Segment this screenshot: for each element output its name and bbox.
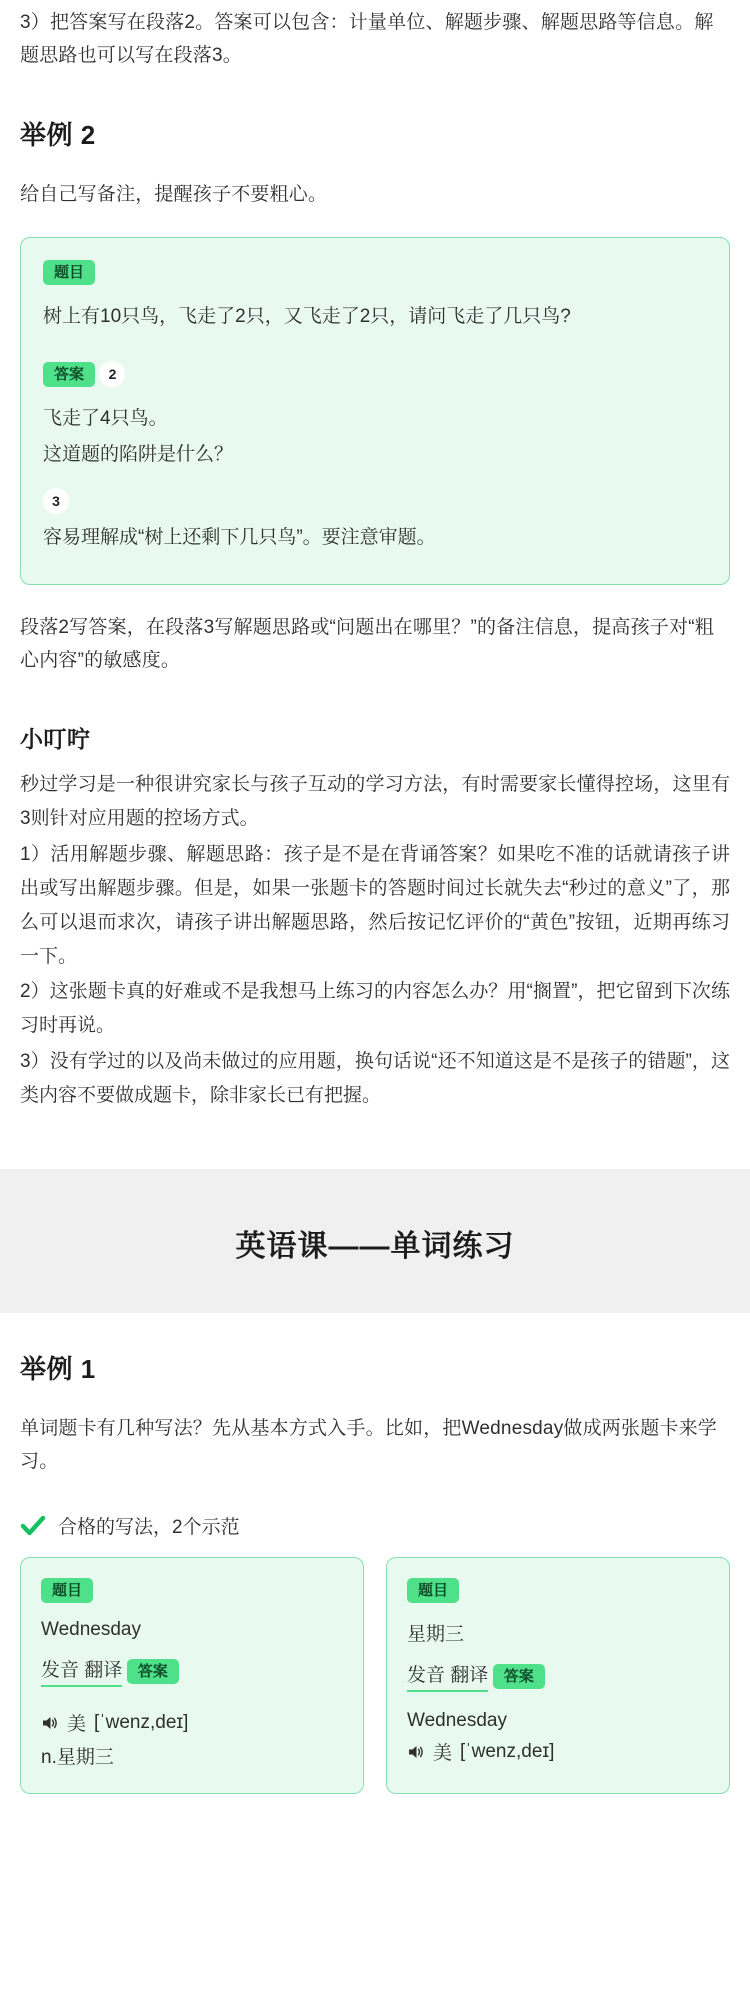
question-tag: 题目 [41,1578,93,1603]
answer-tag: 答案 [43,362,95,387]
tips-intro: 秒过学习是一种很讲究家长与孩子互动的学习方法，有时需要家长懂得控场，这里有3则针对应用题的控场方式。 [20,774,730,830]
check-icon [20,1513,46,1539]
pronunciation-row [407,1738,709,1765]
example-2-outro: 段落2写答案，在段落3写解题思路或“问题出在哪里？”的备注信息，提高孩子对“粗心内容”的敏感度。 [20,616,714,672]
flashcard-en-1 [20,1557,364,1794]
tips-item-3: 3）没有学过的以及尚未做过的应用题，换句话说“还不知道这是不是孩子的错题”，这类内容不要做成题卡，除非家长已有把握。 [20,1050,730,1106]
example-1-intro: 单词题卡有几种写法？先从基本方式入手。比如，把Wednesday做成两张题卡来学习。 [20,1417,717,1472]
speaker-icon[interactable] [41,1714,59,1732]
pron-value: [ˈwenz,deɪ] [94,1711,189,1733]
answer-tag: 答案 [127,1659,179,1684]
flashcard-example-2 [20,237,730,585]
flashcard-en-2 [386,1557,730,1794]
answer-line-1: 飞走了4只鸟。 [43,408,168,430]
question-tag: 题目 [43,260,95,285]
example-1-en-section [0,1349,750,1795]
pron-value: [ˈwenz,deɪ] [460,1740,555,1762]
example-2-intro: 给自己写备注，提醒孩子不要粗心。 [20,183,328,205]
tips-item-2: 2）这张题卡真的好难或不是我想马上练习的内容怎么办？用“搁置”，把它留到下次练习时再说。 [20,981,730,1037]
word-front: Wednesday [41,1619,141,1641]
speaker-icon[interactable] [407,1743,425,1761]
word-front: 星期三 [407,1624,465,1646]
hint-pronunciation-translation: 发音 翻译 [41,1655,122,1687]
tips-heading: 小叮咛 [20,726,91,753]
qualified-writing-row [20,1512,730,1539]
question-text: 树上有10只鸟，飞走了2只，又飞走了2只，请问飞走了几只鸟? [43,305,571,327]
pron-label: 美 [67,1714,87,1736]
pronunciation-row [41,1709,343,1736]
tips-item-1: 1）活用解题步骤、解题思路：孩子是不是在背诵答案？如果吃不准的话就请孩子讲出或写出解题步骤。但是，如果一张题卡的答题时间过长就失去“秒过的意义”了，那么可以退而求次，请孩子讲出解题思路，然后按记忆评价的“黄色”按钮，近期再练习一下。 [20,844,730,967]
section-divider-band [0,1169,750,1313]
band-title: 英语课——单词练习 [235,1229,515,1263]
top-fragment [0,0,750,73]
question-tag: 题目 [407,1578,459,1603]
paragraph-badge-2: 2 [99,361,125,387]
pron-label: 美 [433,1743,453,1765]
tips-section [0,721,750,1112]
example-2-section [0,115,750,678]
answer-tag: 答案 [493,1664,545,1689]
example-1-heading: 举例 1 [20,1353,96,1384]
hint-pronunciation-translation: 发音 翻译 [407,1660,488,1692]
answer-word: Wednesday [407,1710,507,1732]
example-2-heading: 举例 2 [20,119,96,150]
paragraph-badge-3: 3 [43,488,69,514]
part-of-speech-line: n.星期三 [41,1747,114,1769]
answer-line-2: 这道题的陷阱是什么？ [43,444,234,466]
intro-line-3: 3）把答案写在段落2。答案可以包含：计量单位、解题步骤、解题思路等信息。解题思路也可以写在段落3。 [20,12,714,67]
answer-line-3: 容易理解成“树上还剩下几只鸟”。要注意审题。 [43,526,436,548]
check-label: 合格的写法，2个示范 [58,1517,240,1539]
flashcard-grid [20,1557,730,1794]
